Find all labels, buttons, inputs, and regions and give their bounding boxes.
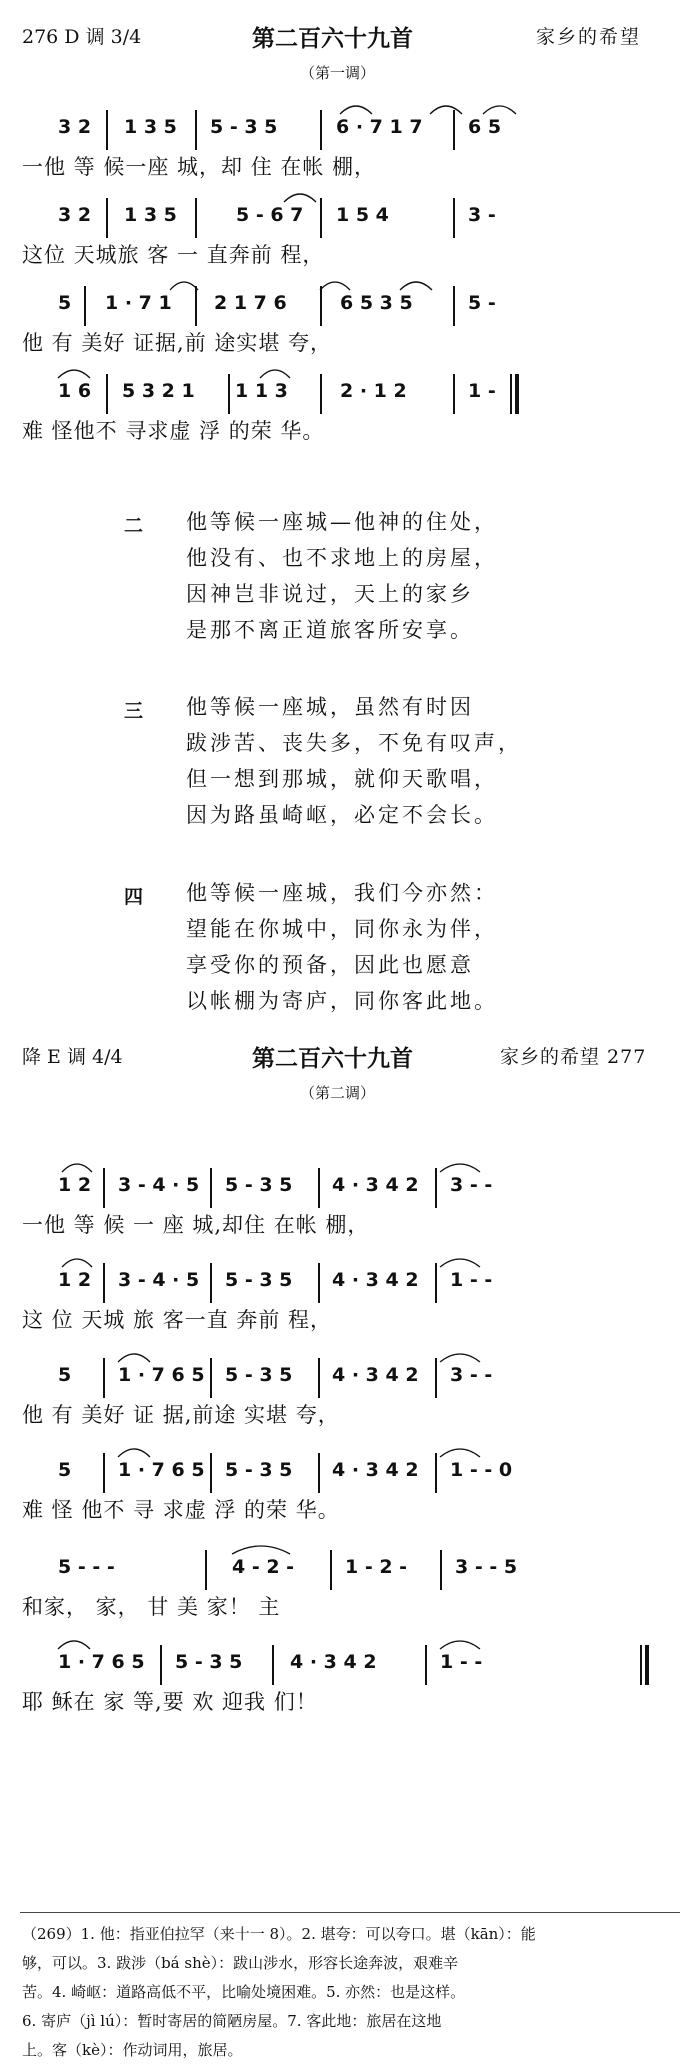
- bar-line: [160, 1645, 162, 1685]
- notation-row: [0, 288, 700, 320]
- final-bar-thin: [510, 374, 512, 414]
- lyric-line: 一他 等 候 一 座 城,却住 在帐 棚，: [22, 1213, 370, 1237]
- bar-line: [195, 110, 197, 150]
- measure-notes: 4 · 3 4 2: [290, 1651, 377, 1673]
- bar-line: [453, 374, 455, 414]
- verse-line: 因神岂非说过，天上的家乡: [186, 582, 474, 606]
- bar-line: [453, 286, 455, 326]
- measure-notes: 1 2: [58, 1269, 92, 1291]
- measure-notes: 1 - 2 -: [345, 1556, 408, 1578]
- bar-line: [195, 198, 197, 238]
- measure-notes: 1 3 5: [124, 116, 177, 138]
- measure-notes: 4 · 3 4 2: [332, 1269, 419, 1291]
- measure-notes: 1 1 3: [235, 380, 288, 402]
- measure-notes: 1 · 7 6 5: [118, 1364, 205, 1386]
- notation-row: [0, 200, 700, 232]
- notation-row: [0, 1552, 700, 1584]
- measure-notes: 1 3 5: [124, 204, 177, 226]
- tune-name-2: 家乡的希望 277: [500, 1046, 647, 1068]
- lyric-line: 耶 稣在 家 等,要 欢 迎我 们！: [22, 1690, 318, 1714]
- lyric-line: 他 有 美好 证据,前 途实堪 夸，: [22, 331, 333, 355]
- bar-line: [210, 1263, 212, 1303]
- measure-notes: 5: [58, 1459, 72, 1481]
- lyric-line: 难 怪他不 寻求虚 浮 的荣 华。: [22, 419, 325, 443]
- measure-notes: 5 3 2 1: [122, 380, 195, 402]
- bar-line: [210, 1358, 212, 1398]
- bar-line: [320, 374, 322, 414]
- measure-notes: 1 2: [58, 1174, 92, 1196]
- measure-notes: 1 · 7 1: [105, 292, 172, 314]
- bar-line: [435, 1168, 437, 1208]
- notation-row: [0, 1360, 700, 1392]
- lyric-line: 这位 天城旅 客 一 直奔前 程，: [22, 243, 325, 267]
- bar-line: [205, 1550, 207, 1590]
- bar-line: [320, 286, 322, 326]
- notation-row: [0, 1170, 700, 1202]
- measure-notes: 2 · 1 2: [340, 380, 407, 402]
- measure-notes: 5 - 3 5: [210, 116, 278, 138]
- page-number-left: 276 D 调 3/4: [22, 26, 142, 48]
- measure-notes: 3 - -: [450, 1174, 493, 1196]
- verse-line: 以帐棚为寄庐，同你客此地。: [186, 989, 498, 1013]
- lyric-line: 他 有 美好 证 据,前途 实堪 夸，: [22, 1403, 340, 1427]
- bar-line: [228, 374, 230, 414]
- measure-notes: 4 · 3 4 2: [332, 1459, 419, 1481]
- notation-row: [0, 376, 700, 408]
- hymn-title: 第二百六十九首: [252, 26, 413, 52]
- measure-notes: 3 - 4 · 5: [118, 1269, 200, 1291]
- lyric-line: 这 位 天城 旅 客一直 奔前 程，: [22, 1308, 333, 1332]
- measure-notes: 5 -: [468, 292, 496, 314]
- bar-line: [320, 110, 322, 150]
- measure-notes: 2 1 7 6: [214, 292, 287, 314]
- verse-number: 三: [124, 700, 144, 722]
- measure-notes: 5 - - -: [58, 1556, 115, 1578]
- bar-line: [106, 198, 108, 238]
- notation-row: [0, 1455, 700, 1487]
- footnote-line: 上。客（kè）：作动词用，旅居。: [22, 2041, 243, 2059]
- key-signature: 降 E 调 4/4: [22, 1046, 123, 1068]
- measure-notes: 5 - 3 5: [225, 1174, 293, 1196]
- verse-line: 他没有、也不求地上的房屋，: [186, 546, 498, 570]
- footnote-line: 6. 寄庐（jì lú）：暂时寄居的简陋房屋。7. 客此地：旅居在这地: [22, 2012, 442, 2030]
- bar-line: [210, 1453, 212, 1493]
- footnote-divider: [20, 1912, 680, 1913]
- measure-notes: 5 - 6 7: [236, 204, 304, 226]
- bar-line: [103, 1358, 105, 1398]
- bar-line: [425, 1645, 427, 1685]
- bar-line: [272, 1645, 274, 1685]
- verse-line: 跋涉苦、丧失多，不免有叹声，: [186, 731, 522, 755]
- tune-subtitle-2: （第二调）: [300, 1084, 376, 1102]
- verse-line: 他等候一座城，虽然有时因: [186, 695, 474, 719]
- bar-line: [103, 1168, 105, 1208]
- measure-notes: 1 6: [58, 380, 92, 402]
- measure-notes: 1 - -: [450, 1269, 493, 1291]
- measure-notes: 4 · 3 4 2: [332, 1174, 419, 1196]
- hymn-title-2: 第二百六十九首: [252, 1046, 413, 1072]
- measure-notes: 6 · 7 1 7: [336, 116, 423, 138]
- bar-line: [318, 1263, 320, 1303]
- verse-line: 是那不离正道旅客所安享。: [186, 618, 474, 642]
- measure-notes: 5 - 3 5: [175, 1651, 243, 1673]
- measure-notes: 1 - -: [440, 1651, 483, 1673]
- footnote-line: （269）1. 他：指亚伯拉罕（来十一 8）。2. 堪夸：可以夸口。堪（kān）：能: [22, 1925, 536, 1943]
- verse-line: 他等候一座城，我们今亦然：: [186, 881, 498, 905]
- measure-notes: 1 -: [468, 380, 496, 402]
- bar-line: [453, 110, 455, 150]
- measure-notes: 3 -: [468, 204, 496, 226]
- measure-notes: 3 - -: [450, 1364, 493, 1386]
- measure-notes: 1 - - 0: [450, 1459, 513, 1481]
- measure-notes: 6 5: [468, 116, 502, 138]
- measure-notes: 3 - - 5: [455, 1556, 518, 1578]
- verse-line: 他等候一座城—他神的住处，: [186, 510, 498, 534]
- bar-line: [435, 1358, 437, 1398]
- measure-notes: 3 2: [58, 116, 92, 138]
- footnote-line: 苦。4. 崎岖：道路高低不平，比喻处境困难。5. 亦然：也是这样。: [22, 1983, 466, 2001]
- bar-line: [195, 286, 197, 326]
- verse-number: 四: [124, 886, 144, 908]
- measure-notes: 4 - 2 -: [232, 1556, 295, 1578]
- notation-row: [0, 1647, 700, 1679]
- final-bar-thick: [515, 374, 519, 414]
- bar-line: [453, 198, 455, 238]
- bar-line: [106, 374, 108, 414]
- tune-name: 家乡的希望: [536, 26, 642, 48]
- bar-line: [330, 1550, 332, 1590]
- bar-line: [318, 1453, 320, 1493]
- bar-line: [435, 1453, 437, 1493]
- measure-notes: 1 · 7 6 5: [58, 1651, 145, 1673]
- notation-row: [0, 112, 700, 144]
- bar-line: [103, 1453, 105, 1493]
- bar-line: [440, 1550, 442, 1590]
- bar-line: [84, 286, 86, 326]
- bar-line: [318, 1358, 320, 1398]
- measure-notes: 5: [58, 1364, 72, 1386]
- measure-notes: 6 5 3 5: [340, 292, 413, 314]
- lyric-line: 难 怪 他不 寻 求虚 浮 的荣 华。: [22, 1498, 340, 1522]
- measure-notes: 3 - 4 · 5: [118, 1174, 200, 1196]
- verse-line: 因为路虽崎岖，必定不会长。: [186, 803, 498, 827]
- tune-subtitle: （第一调）: [300, 64, 376, 82]
- measure-notes: 3 2: [58, 204, 92, 226]
- verse-line: 但一想到那城，就仰天歌唱，: [186, 767, 498, 791]
- verse-line: 望能在你城中，同你永为伴，: [186, 917, 498, 941]
- verse-line: 享受你的预备，因此也愿意: [186, 953, 474, 977]
- lyric-line: 和家， 家， 甘 美 家！ 主: [22, 1595, 281, 1619]
- measure-notes: 1 5 4: [336, 204, 389, 226]
- measure-notes: 5 - 3 5: [225, 1269, 293, 1291]
- bar-line: [103, 1263, 105, 1303]
- bar-line: [106, 110, 108, 150]
- measure-notes: 1 · 7 6 5: [118, 1459, 205, 1481]
- bar-line: [320, 198, 322, 238]
- measure-notes: 4 · 3 4 2: [332, 1364, 419, 1386]
- bar-line: [318, 1168, 320, 1208]
- notation-row: [0, 1265, 700, 1297]
- bar-line: [210, 1168, 212, 1208]
- measure-notes: 5: [58, 292, 72, 314]
- verse-number: 二: [124, 515, 144, 537]
- measure-notes: 5 - 3 5: [225, 1459, 293, 1481]
- footnote-line: 够，可以。3. 跋涉（bá shè）：跋山涉水，形容长途奔波，艰难辛: [22, 1954, 459, 1972]
- final-bar-thin: [640, 1645, 642, 1685]
- measure-notes: 5 - 3 5: [225, 1364, 293, 1386]
- lyric-line: 一他 等 候一座 城，却 住 在帐 棚，: [22, 155, 377, 179]
- bar-line: [435, 1263, 437, 1303]
- final-bar-thick: [645, 1645, 649, 1685]
